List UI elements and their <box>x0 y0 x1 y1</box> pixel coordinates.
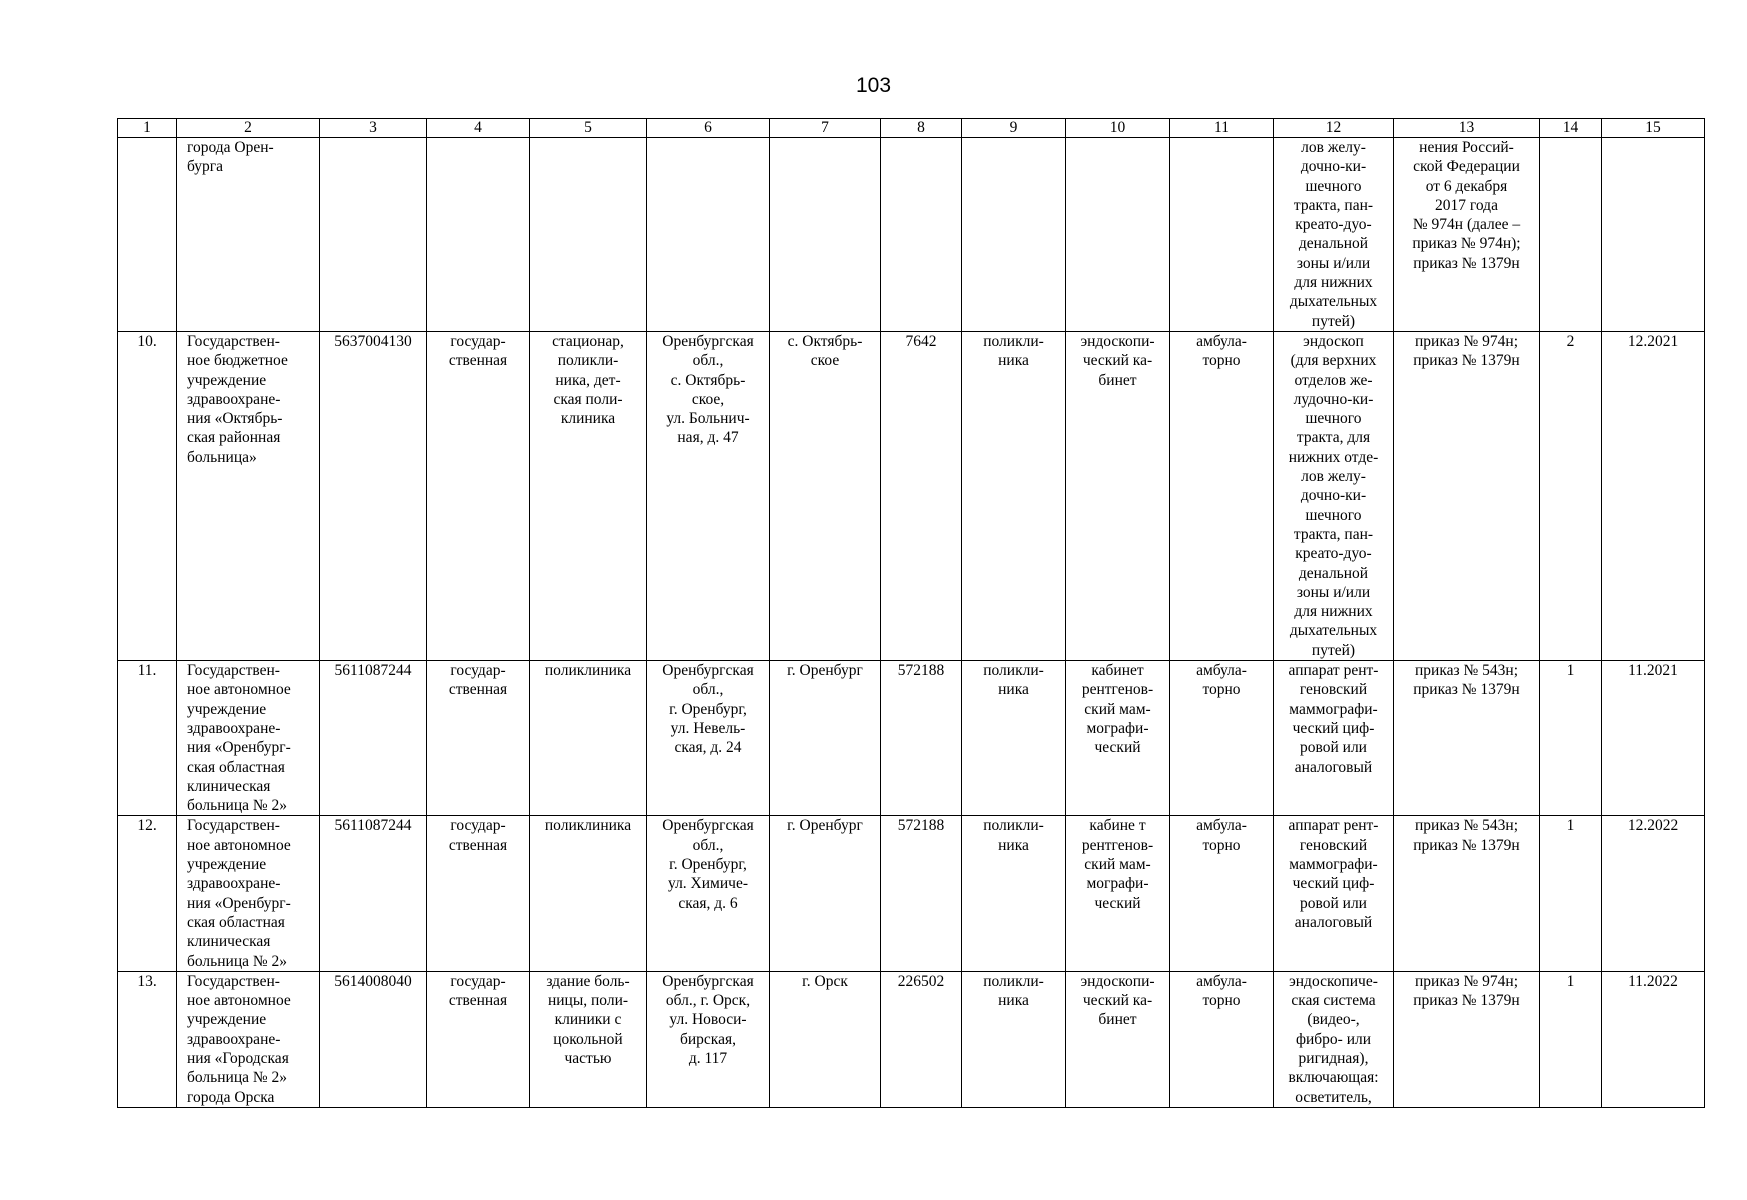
care-form <box>1170 138 1274 332</box>
column-number: 11 <box>1170 119 1274 138</box>
order-reference: приказ № 543н; приказ № 1379н <box>1394 661 1540 816</box>
equipment: эндоскопиче- ская система (видео-, фибро- или ригидная), включающая: осветитель, <box>1274 971 1394 1107</box>
table-row <box>118 816 1705 971</box>
row-number: 13. <box>118 971 177 1107</box>
equipment: эндоскоп (для верхних отделов же- лудочно-ки- шечного тракта, для нижних отде- лов желу- дочно-ки- шечного тракта, пан- креато-дуо- денальной зоны и/или для нижних дыхательных путей) <box>1274 332 1394 661</box>
column-number: 9 <box>962 119 1066 138</box>
facility-type: здание боль- ницы, поли- клиники с цокольной частью <box>530 971 647 1107</box>
unit: эндоскопи- ческий ка- бинет <box>1066 971 1170 1107</box>
registry-table <box>117 118 1705 1108</box>
column-number: 1 <box>118 119 177 138</box>
facility-type <box>530 138 647 332</box>
locality <box>770 138 881 332</box>
date: 12.2022 <box>1602 816 1705 971</box>
locality: г. Оренбург <box>770 661 881 816</box>
locality: с. Октябрь- ское <box>770 332 881 661</box>
unit: кабинет рентгенов- ский мам- мографи- ческий <box>1066 661 1170 816</box>
date: 12.2021 <box>1602 332 1705 661</box>
inn <box>320 138 427 332</box>
organization-name: Государствен- ное автономное учреждение здравоохране- ния «Оренбург- ская областная клиническая больница № 2» <box>177 816 320 971</box>
address: Оренбургская обл., с. Октябрь- ское, ул. Больнич- ная, д. 47 <box>647 332 770 661</box>
equipment: аппарат рент- геновский маммографи- ческий циф- ровой или аналоговый <box>1274 661 1394 816</box>
locality: г. Оренбург <box>770 816 881 971</box>
organization-name: Государствен- ное автономное учреждение здравоохране- ния «Оренбург- ская областная клиническая больница № 2» <box>177 661 320 816</box>
ownership-form: государ- ственная <box>427 971 530 1107</box>
ownership-form: государ- ственная <box>427 332 530 661</box>
facility-type: поликлиника <box>530 816 647 971</box>
quantity: 1 <box>1540 816 1602 971</box>
order-reference: приказ № 974н; приказ № 1379н <box>1394 332 1540 661</box>
quantity: 1 <box>1540 971 1602 1107</box>
column-number: 8 <box>881 119 962 138</box>
column-number: 2 <box>177 119 320 138</box>
subdivision <box>962 138 1066 332</box>
ownership-form: государ- ственная <box>427 816 530 971</box>
oktmo-code: 226502 <box>881 971 962 1107</box>
locality: г. Орск <box>770 971 881 1107</box>
address: Оренбургская обл., г. Оренбург, ул. Невель- ская, д. 24 <box>647 661 770 816</box>
column-number: 10 <box>1066 119 1170 138</box>
table-row <box>118 661 1705 816</box>
date <box>1602 138 1705 332</box>
column-number: 14 <box>1540 119 1602 138</box>
equipment: лов желу- дочно-ки- шечного тракта, пан- креато-дуо- денальной зоны и/или для нижних дыхательных путей) <box>1274 138 1394 332</box>
oktmo-code <box>881 138 962 332</box>
column-number: 15 <box>1602 119 1705 138</box>
page-number: 103 <box>855 74 892 97</box>
column-number: 7 <box>770 119 881 138</box>
row-number <box>118 138 177 332</box>
care-form: амбула- торно <box>1170 332 1274 661</box>
quantity <box>1540 138 1602 332</box>
column-number: 13 <box>1394 119 1540 138</box>
table-row <box>118 138 1705 332</box>
care-form: амбула- торно <box>1170 661 1274 816</box>
column-number-row <box>118 119 1705 138</box>
unit <box>1066 138 1170 332</box>
subdivision: поликли- ника <box>962 971 1066 1107</box>
equipment: аппарат рент- геновский маммографи- ческий циф- ровой или аналоговый <box>1274 816 1394 971</box>
oktmo-code: 572188 <box>881 661 962 816</box>
date: 11.2021 <box>1602 661 1705 816</box>
table-row <box>118 971 1705 1107</box>
table-row <box>118 332 1705 661</box>
subdivision: поликли- ника <box>962 332 1066 661</box>
facility-type: стационар, поликли- ника, дет- ская поли- клиника <box>530 332 647 661</box>
ownership-form: государ- ственная <box>427 661 530 816</box>
column-number: 5 <box>530 119 647 138</box>
unit: кабине т рентгенов- ский мам- мографи- ческий <box>1066 816 1170 971</box>
unit: эндоскопи- ческий ка- бинет <box>1066 332 1170 661</box>
column-number: 12 <box>1274 119 1394 138</box>
address: Оренбургская обл., г. Оренбург, ул. Химиче- ская, д. 6 <box>647 816 770 971</box>
order-reference: приказ № 543н; приказ № 1379н <box>1394 816 1540 971</box>
subdivision: поликли- ника <box>962 816 1066 971</box>
subdivision: поликли- ника <box>962 661 1066 816</box>
address: Оренбургская обл., г. Орск, ул. Новоси- бирская, д. 117 <box>647 971 770 1107</box>
order-reference: приказ № 974н; приказ № 1379н <box>1394 971 1540 1107</box>
organization-name: Государствен- ное автономное учреждение здравоохране- ния «Городская больница № 2» города Орска <box>177 971 320 1107</box>
oktmo-code: 7642 <box>881 332 962 661</box>
quantity: 1 <box>1540 661 1602 816</box>
care-form: амбула- торно <box>1170 816 1274 971</box>
column-number: 4 <box>427 119 530 138</box>
facility-type: поликлиника <box>530 661 647 816</box>
column-number: 3 <box>320 119 427 138</box>
ownership-form <box>427 138 530 332</box>
organization-name: Государствен- ное бюджетное учреждение здравоохране- ния «Октябрь- ская районная больница» <box>177 332 320 661</box>
quantity: 2 <box>1540 332 1602 661</box>
row-number: 10. <box>118 332 177 661</box>
organization-name: города Орен- бурга <box>177 138 320 332</box>
column-number: 6 <box>647 119 770 138</box>
row-number: 11. <box>118 661 177 816</box>
order-reference: нения Россий- ской Федерации от 6 декабря 2017 года № 974н (далее – приказ № 974н); приказ № 1379н <box>1394 138 1540 332</box>
inn: 5611087244 <box>320 661 427 816</box>
care-form: амбула- торно <box>1170 971 1274 1107</box>
date: 11.2022 <box>1602 971 1705 1107</box>
address <box>647 138 770 332</box>
row-number: 12. <box>118 816 177 971</box>
inn: 5614008040 <box>320 971 427 1107</box>
oktmo-code: 572188 <box>881 816 962 971</box>
inn: 5637004130 <box>320 332 427 661</box>
inn: 5611087244 <box>320 816 427 971</box>
